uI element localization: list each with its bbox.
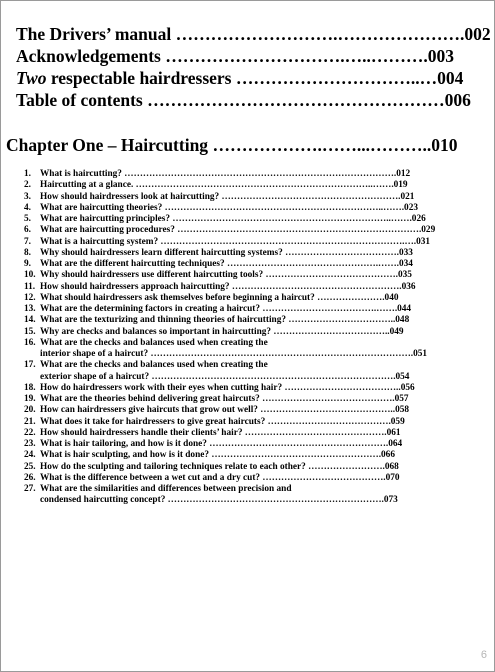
toc-entry[interactable] [24,473,484,484]
toc-entry-leader: …………………………………………………………………………… [121,169,394,179]
toc-entry-title: How should hairdressers approach haircutting? [40,281,230,292]
toc-entry-continuation[interactable] [24,495,484,506]
entry-title: The Drivers’ manual [16,24,172,44]
toc-entry[interactable] [24,259,484,270]
toc-entry-title: What are the different haircutting techniques? [40,259,225,269]
toc-entry-number: 16. [24,337,36,348]
toc-entry[interactable] [24,225,484,236]
toc-entry-number: 20. [24,405,36,416]
toc-entry[interactable] [24,462,484,473]
toc-entry-number: 14. [24,315,36,326]
toc-entry-page: .066 [378,450,395,461]
front-entry-drivers-manual[interactable] [16,23,491,45]
toc-entry-number: 25. [24,461,36,472]
entry-title: Table of contents [16,90,143,110]
front-entry-acknowledgements[interactable] [16,45,476,67]
toc-entry-number: 2. [24,180,31,191]
entry-leader: ………………………….…..……… [160,46,424,66]
toc-entry-number: 27. [24,484,36,494]
toc-entry-title: Why should hairdressers learn different haircutting systems? [40,247,283,258]
chapter-leader: ……………….……...……….. [208,135,432,155]
toc-entry-number: 1. [24,169,31,179]
toc-entry-number: 11. [24,281,36,292]
toc-entry-number: 17. [24,360,36,371]
toc-entry-number: 12. [24,292,36,303]
entry-title: Acknowledgements [16,46,161,66]
toc-entry-leader: ……………………………….…… [260,304,395,314]
toc-entry[interactable] [24,428,484,439]
toc-entry-leader: ………………………………. [271,326,388,337]
toc-entry[interactable] [24,270,484,281]
toc-entry[interactable] [24,192,484,203]
toc-entry-title: What are the checks and balances used when creating the [40,360,268,371]
toc-entry-page: .068 [382,461,399,472]
toc-entry-leader: ………………………………………………… [206,439,386,449]
toc-entry-page: .051 [410,349,428,359]
chapter-heading[interactable] [6,134,486,156]
toc-entry-title: What is a haircutting system? [40,236,159,247]
toc-entry-number: 5. [24,214,31,224]
toc-entry-page: .034 [396,259,413,269]
toc-entry-number: 26. [24,472,36,483]
toc-entry-number: 18. [24,382,36,393]
toc-entry-page: .012 [393,169,411,179]
entry-leader: …………………………………………… [142,90,445,110]
toc-entry-leader: ……………………………. [286,315,393,326]
toc-entry-number: 7. [24,236,31,247]
toc-entry-number: 8. [24,247,31,258]
toc-entry-title: How do the sculpting and tailoring techniques relate to each other? [40,461,306,472]
toc-entry-title: What are haircutting procedures? [40,225,175,236]
toc-entry-title: What is the difference between a wet cut and a dry cut? [40,472,261,483]
toc-entry-page: .023 [401,202,418,213]
entry-page: .003 [423,46,454,66]
chapter-title: Chapter One – Haircutting [6,135,209,155]
toc-entry-page: .064 [385,439,403,449]
toc-entry-continuation[interactable] [24,349,484,360]
toc-entry-number: 6. [24,225,31,236]
toc-entry-title: Why should hairdressers use different haircutting tools? [40,270,264,281]
toc-entry-leader: ……………………………………………………………..…… [162,202,402,213]
toc-entry-number: 24. [24,450,36,461]
toc-entry-leader: ……………………………………. [257,405,393,416]
toc-entry-leader: …………………………………… [259,394,393,404]
chapter-toc-list [24,169,484,507]
toc-entry-leader: …………………… [305,461,383,472]
toc-entry-leader: ……………………………… [282,247,397,258]
page-number: 6 [480,649,487,661]
toc-entry-page: .058 [392,405,410,416]
toc-entry-number: 9. [24,259,31,269]
toc-entry[interactable] [24,293,484,304]
toc-entry-number: 3. [24,191,31,202]
toc-entry-title: What are the theories behind delivering great haircuts? [40,394,260,404]
toc-entry-leader: ………………………………………….…… [224,259,397,269]
toc-entry-page: .049 [387,326,404,337]
chapter-page: 010 [431,135,458,155]
toc-entry-title: How should hairdressers handle their clients’ hair? [40,427,243,438]
toc-entry-leader: ……………………………………… [242,427,385,438]
toc-entry[interactable] [24,327,484,338]
toc-entry[interactable] [24,214,484,225]
toc-entry-title: interior shape of a haircut? [40,349,149,359]
toc-entry-title: What are the checks and balances used when creating the [40,337,268,348]
toc-entry-page: .048 [392,315,410,326]
toc-entry-number: 4. [24,202,31,213]
toc-entry-page: .056 [398,382,415,393]
toc-entry[interactable] [24,203,484,214]
toc-entry-title: Why are checks and balances so important in haircutting? [40,326,272,337]
entry-page: 006 [444,90,471,110]
toc-entry-leader: ………………………………………………………………………… [148,349,411,359]
toc-entry[interactable] [24,394,484,405]
toc-entry-page: .019 [391,180,408,191]
toc-entry[interactable] [24,450,484,461]
toc-entry-page: .070 [383,472,400,483]
toc-entry-page: .059 [388,416,405,427]
toc-entry-page: .040 [382,292,399,303]
toc-entry-leader: ………………………………… [265,416,389,427]
toc-entry-page: .044 [394,304,412,314]
toc-entry-continuation[interactable] [24,372,484,383]
toc-entry[interactable] [24,282,484,293]
toc-entry-number: 15. [24,326,36,337]
toc-entry-page: .029 [418,225,436,236]
toc-entry-page: .021 [398,191,415,202]
toc-entry[interactable] [24,484,484,495]
toc-entry-leader: ………………………………. [282,382,399,393]
toc-entry-title: What is hair tailoring, and how is it done? [40,439,207,449]
toc-entry-leader: …………………………………………………………………..…… [133,180,392,191]
toc-entry-title: What should hairdressers ask themselves before beginning a haircut? [40,292,315,303]
toc-entry-leader: ……………………………………………… [209,450,379,461]
toc-entry-title: exterior shape of a haircut? [40,371,150,382]
toc-entry-title: Haircutting at a glance. [40,180,134,191]
toc-entry-leader: …………………………………… [263,270,396,281]
toc-entry-page: .061 [384,427,401,438]
toc-entry[interactable] [24,383,484,394]
toc-entry-number: 21. [24,416,36,427]
toc-entry-leader: ………………………………… [260,472,384,483]
toc-entry-number: 19. [24,394,36,404]
toc-entry[interactable] [24,248,484,259]
toc-entry-page: .026 [409,214,426,224]
toc-entry-page: .057 [392,394,409,404]
toc-entry-title: What are the similarities and differences between precision and [40,484,292,494]
toc-entry[interactable] [24,180,484,191]
toc-entry[interactable] [24,169,484,180]
toc-entry-page: .054 [393,371,410,382]
toc-entry-leader: …………………………………………………………………… [174,225,419,236]
toc-entry-page: .035 [395,270,412,281]
entry-page: …004 [419,68,464,88]
toc-entry-title: What are haircutting principles? [40,214,171,224]
toc-entry-page: .036 [399,281,416,292]
toc-entry[interactable] [24,417,484,428]
entry-leader: ……………………….………………… [171,24,460,44]
toc-entry[interactable] [24,338,484,349]
toc-entry-number: 22. [24,427,36,438]
toc-entry-leader: …………………………………………………………… [165,495,382,506]
toc-entry-leader: ………………………………………………… [219,191,399,202]
entry-leader: ………………………….. [231,68,420,88]
toc-entry[interactable] [24,237,484,248]
toc-entry[interactable] [24,360,484,371]
toc-entry-leader: …………………………………………………………………… [149,371,394,382]
toc-entry-title: What is hair sculpting, and how is it done? [40,450,210,461]
toc-entry-title: How should hairdressers look at haircutting? [40,191,220,202]
toc-entry-title: How do hairdressers work with their eyes when cutting hair? [40,382,283,393]
toc-entry-leader: ……………………………………………… [229,281,400,292]
toc-entry[interactable] [24,405,484,416]
toc-entry-title: What does it take for hairdressers to give great haircuts? [40,416,266,427]
toc-entry-title: What are the determining factors in creating a haircut? [40,304,260,314]
toc-entry-title: What are haircutting theories? [40,202,163,213]
toc-entry[interactable] [24,304,484,315]
toc-entry-title: How can hairdressers give haircuts that grow out well? [40,405,258,416]
toc-entry-title: What are the texturizing and thinning theories of haircutting? [40,315,287,326]
entry-title: respectable hairdressers [46,68,232,88]
toc-entry-leader: ………………… [314,292,383,303]
toc-entry-title: What is haircutting? [40,169,122,179]
toc-entry-page: .073 [381,495,398,506]
toc-entry-leader: ……………………………………………………………..…… [170,214,410,224]
toc-entry-title: condensed haircutting concept? [40,495,166,506]
toc-entry-page: .033 [396,247,413,258]
toc-entry-number: 23. [24,439,36,449]
entry-page: .002 [459,24,491,44]
toc-entry-number: 13. [24,304,36,314]
front-entry-table-of-contents[interactable] [16,89,476,111]
toc-entry-page: .031 [413,236,431,247]
front-entry-two-respectable-hairdressers[interactable] [16,67,476,89]
toc-entry[interactable] [24,439,484,450]
toc-entry-leader: …………………………………………………………………….… [158,236,414,247]
entry-title-italic: Two [16,68,47,88]
toc-entry[interactable] [24,315,484,326]
front-matter-list [16,23,491,111]
toc-entry-number: 10. [24,270,36,281]
